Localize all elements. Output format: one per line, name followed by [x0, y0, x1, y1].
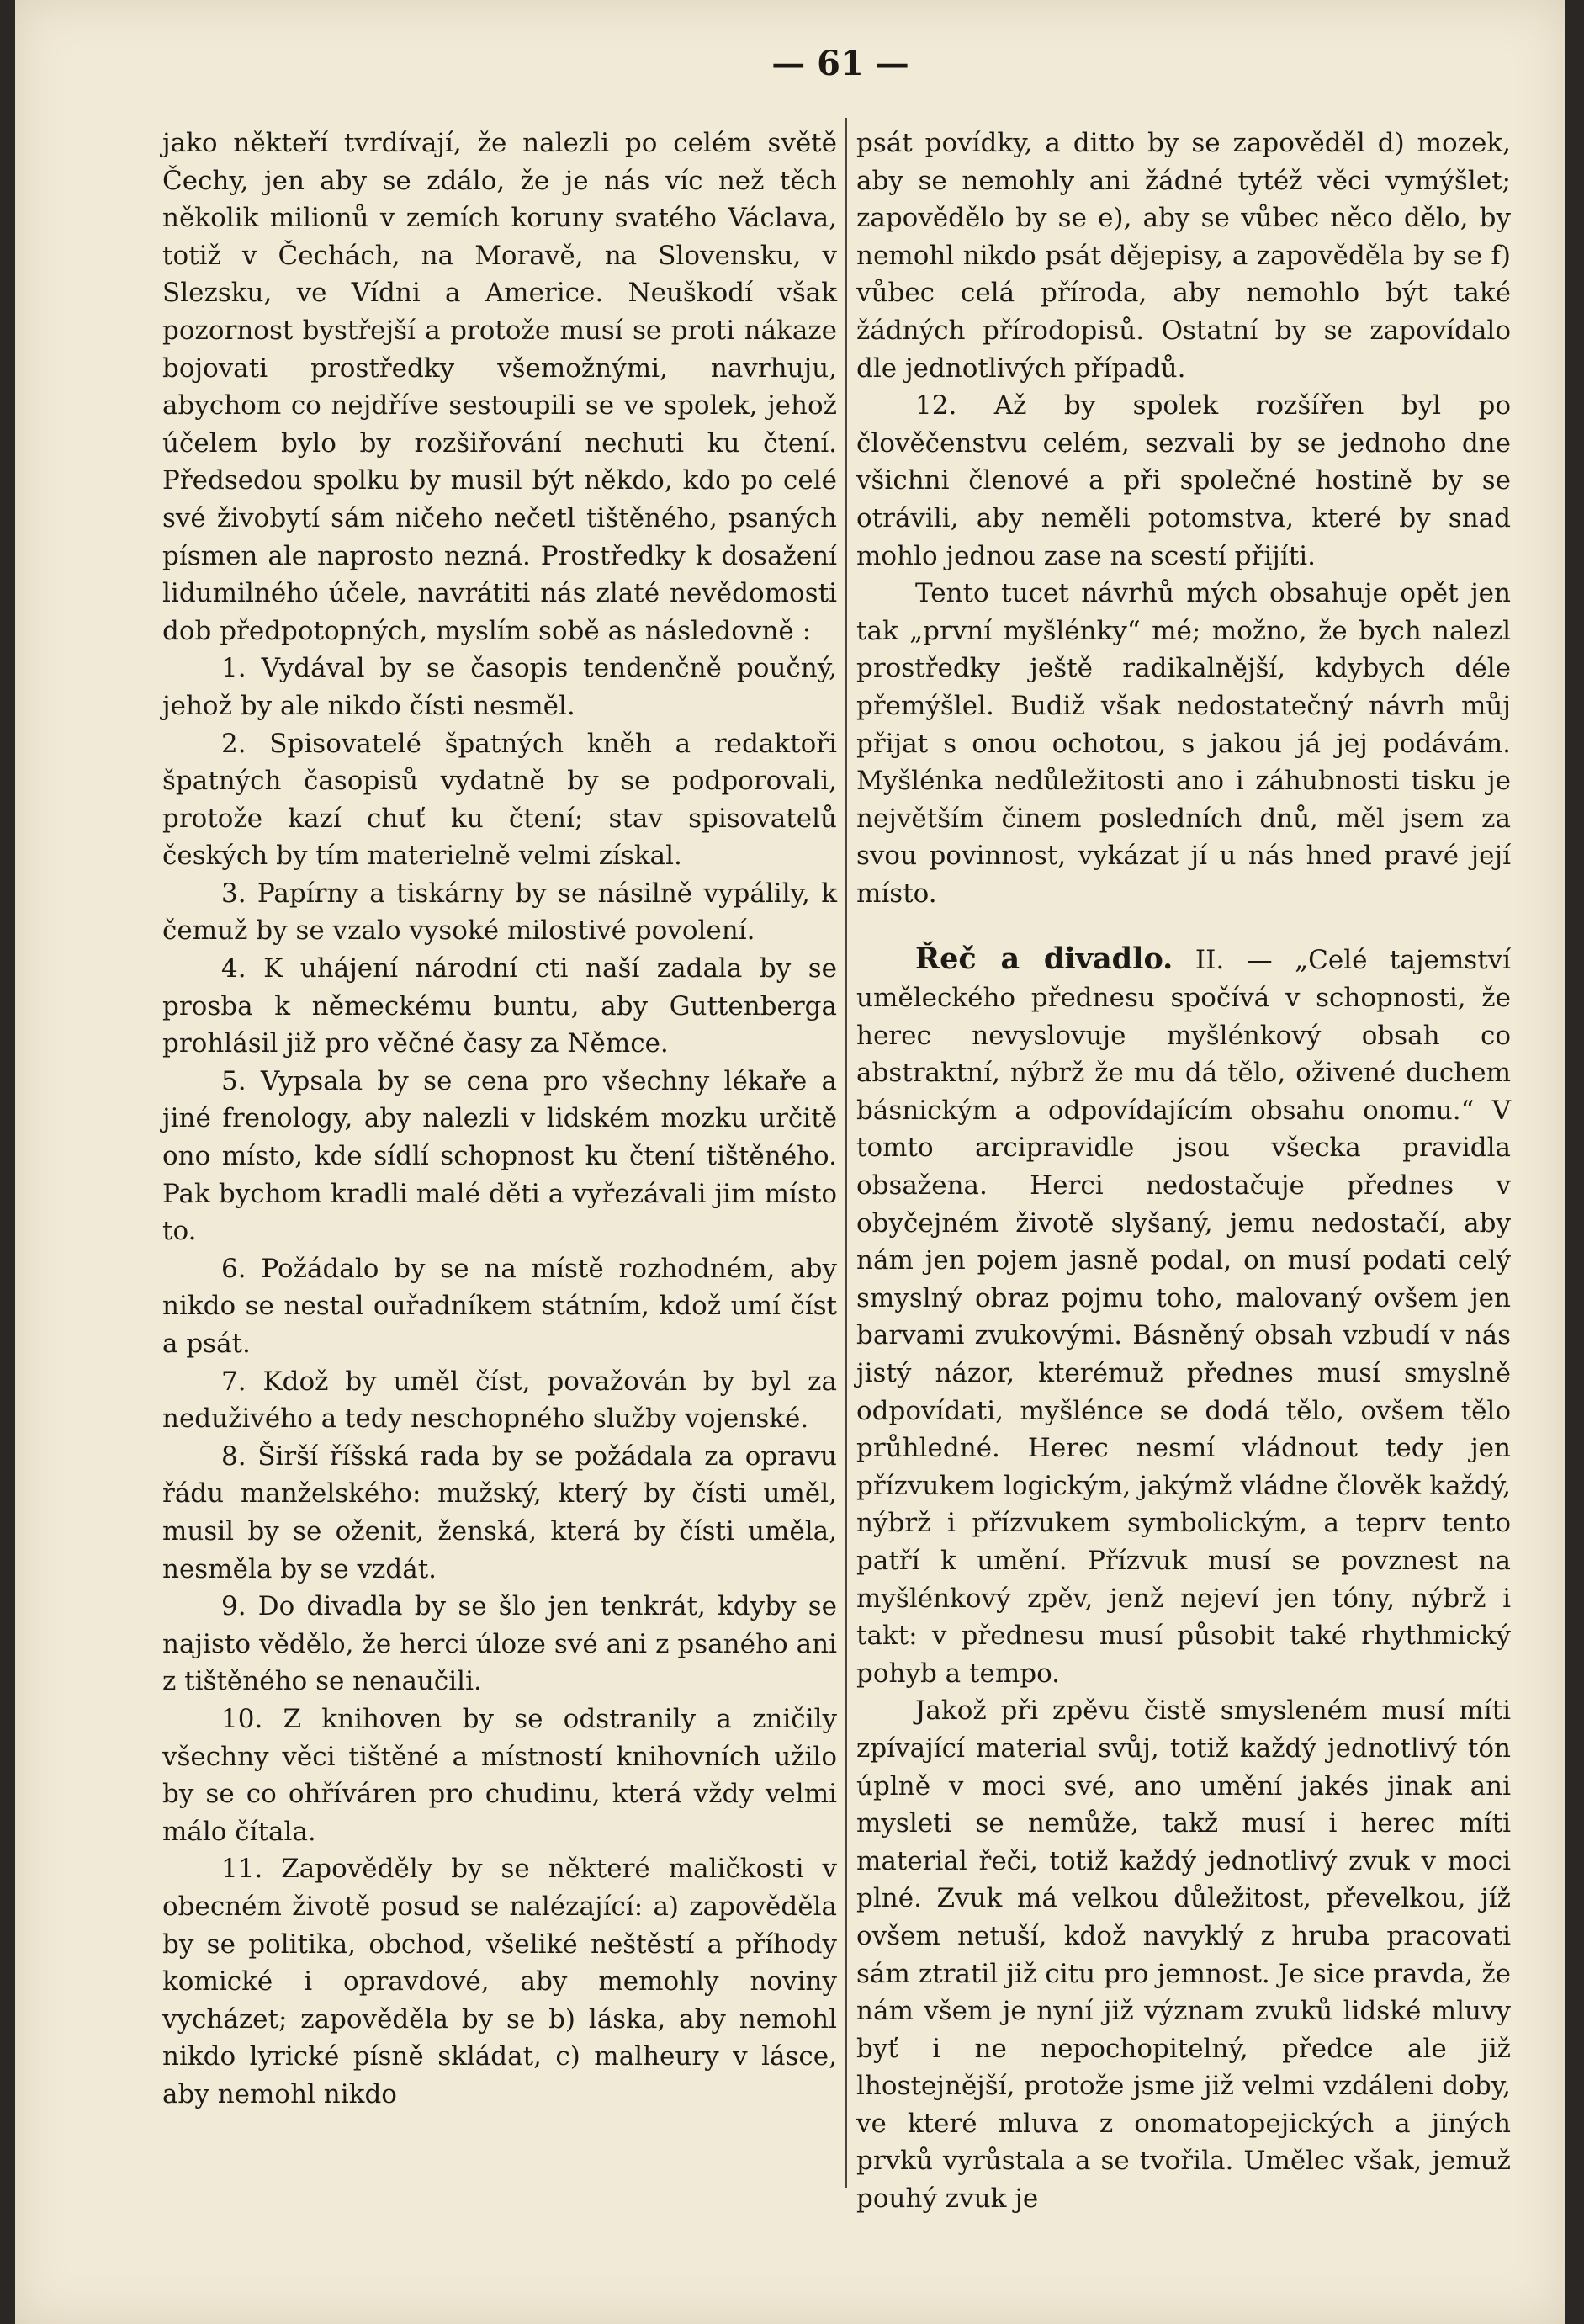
left-paragraph: 10. Z knihoven by se odstranily a zničily všechny věci tištěné a místností knihovních užilo by se co ohříváren pro chudinu, která vždy velmi málo čítala.: [162, 1703, 837, 1847]
right-column: [856, 125, 1511, 2218]
section-numeral: II.: [1195, 945, 1225, 976]
section-paragraph-0: [856, 941, 1511, 1692]
section-paragraph-1: Jakož při zpěvu čistě smysleném musí míti zpívající material svůj, totiž každý jednotlivý tón úplně v moci své, ano umění jakés jinak ani mysleti se nemůže, takž musí i herec míti material řeči, totiž každý jednotlivý zvuk v moci plné. Zvuk má velkou důležitost, převelkou, jíž ovšem netuší, kdož navyklý z hruba pracovati sám ztratil již citu pro jemnost. Je sice pravda, že nám všem je nyní již význam zvuků lidské mluvy byť i ne nepochopitelný, předce ale již lhostejnější, protože jsme již velmi vzdáleni doby, ve které mluva z onomatopejických a jiných prvků vyrůstala a se tvořila. Umělec však, jemuž pouhý zvuk je: [856, 1695, 1511, 2215]
right-paragraph: Tento tucet návrhů mých obsahuje opět jen tak „první myšlénky“ mé; možno, že bych nalezl prostředky ještě radikalnější, kdybych déle přemýšlel. Budiž však nedostatečný návrh můj přijat s onou ochotou, s jakou já jej podávám. Myšlénka nedůležitosti ano i záhubnosti tisku je největším činem posledních dnů, měl jsem za svou povinnost, vykázat jí u nás hned pravé její místo.: [856, 578, 1511, 909]
left-paragraph: jako někteří tvrdívají, že nalezli po celém světě Čechy, jen aby se zdálo, že je nás víc než těch několik milionů v zemích koruny svatého Václava, totiž v Čechách, na Moravě, na Slovensku, v Slezsku, ve Vídni a Americe. Neuškodí však pozornost bystřejší a protože musí se proti nákaze bojovati prostředky všemožnými, navrhuju, abychom co nejdříve sestoupili se ve spolek, jehož účelem bylo by rozšiřování nechuti ku čtení. Předsedou spolku by musil být někdo, kdo po celé své živobytí sám ničeho nečetl tištěného, psaných písmen ale naprosto nezná. Prostředky k dosažení lidumilného účele, navrátiti nás zlaté nevědomosti dob předpotopných, myslím sobě as následovně :: [162, 128, 837, 646]
left-paragraph: 8. Širší říšská rada by se požádala za opravu řádu manželského: mužský, který by čísti uměl, musil by se oženit, ženská, která by čísti uměla, nesměla by se vzdát.: [162, 1441, 837, 1584]
left-paragraph: 6. Požádalo by se na místě rozhodném, aby nikdo se nestal ouřadníkem státním, kdož umí číst a psát.: [162, 1253, 837, 1359]
left-paragraph: 3. Papírny a tiskárny by se násilně vypálily, k čemuž by se vzalo vysoké milostivé povolení.: [162, 878, 837, 947]
section-paragraph-text-0: — „Celé tajemství uměleckého přednesu spočívá v schopnosti, že herec nevyslovuje myšlénkový obsah co abstraktní, nýbrž že mu dá tělo, oživené duchem básnickým a odpovídajícím obsahu onomu.“ V tomto arcipravidle jsou všecka pravidla obsažena. Herci nedostačuje přednes v obyčejném životě slyšaný, jemu nedostačí, aby nám jen pojem jasně podal, on musí podati celý smyslný obraz pojmu toho, malovaný ovšem jen barvami zvukovými. Básněný obsah vzbudí v nás jistý názor, kterémuž přednes musí smyslně odpovídati, myšlénce se dodá tělo, ovšem tělo průhledné. Herec nesmí vládnout tedy jen přízvukem logickým, jakýmž vládne člověk každý, nýbrž i přízvukem symbolickým, a teprv tento patří k umění. Přízvuk musí se povznest na myšlénkový zpěv, jenž nejeví jen tóny, nýbrž i takt: v přednesu musí působit také rhythmický pohyb a tempo.: [856, 945, 1512, 1689]
left-paragraph: 2. Spisovatelé špatných kněh a redaktoři špatných časopisů vydatně by se podporovali, protože kazí chuť ku čtení; stav spisovatelů českých by tím materielně velmi získal.: [162, 728, 837, 872]
right-paragraph: 12. Až by spolek rozšířen byl po člověčenstvu celém, sezvali by se jednoho dne všichni členové a při společné hostině by se otrávili, aby neměli potomstva, které by snad mohlo jednou zase na scestí přijíti.: [856, 390, 1511, 571]
column-divider: [845, 118, 847, 2188]
left-paragraph: 9. Do divadla by se šlo jen tenkrát, kdyby se najisto vědělo, že herci úloze své ani z psaného ani z tištěného se nenaučili.: [162, 1591, 837, 1697]
left-paragraph: 4. K uhájení národní cti naší zadala by se prosba k německému buntu, aby Guttenberga prohlásil již pro věčné časy za Němce.: [162, 953, 837, 1059]
left-paragraph: 11. Zapověděly by se některé maličkosti v obecném životě posud se nalézající: a) zapověděla by se politika, obchod, všeliké neštěstí a příhody komické i opravdové, aby memohly noviny vycházet; zapověděla by se b) láska, aby nemohl nikdo lyrické písně skládat, c) malheury v lásce, aby nemohl nikdo: [162, 1854, 837, 2109]
left-paragraph: 1. Vydával by se časopis tendenčně poučný, jehož by ale nikdo čísti nesměl.: [162, 653, 837, 721]
left-paragraph: 5. Vypsala by se cena pro všechny lékaře a jiné frenology, aby nalezli v lidském mozku určitě ono místo, kde sídlí schopnost ku čtení tištěného. Pak bychom kradli malé děti a vyřezávali jim místo to.: [162, 1065, 837, 1247]
right-paragraph: psát povídky, a ditto by se zapověděl d) mozek, aby se nemohly ani žádné tytéž věci vymýšlet; zapovědělo by se e), aby se vůbec něco dělo, by nemohl nikdo psát dějepisy, a zapověděla by se f) vůbec celá příroda, aby nemohlo být také žádných přírodopisů. Ostatní by se zapovídalo dle jednotlivých případů.: [856, 128, 1511, 384]
book-page: [15, 0, 1565, 2324]
page-number: — 61 —: [771, 44, 909, 83]
section-heading: Řeč a divadlo.: [915, 942, 1173, 977]
left-column: [162, 125, 837, 2113]
left-paragraph: 7. Kdož by uměl číst, považován by byl za neduživého a tedy neschopného služby vojenské.: [162, 1366, 837, 1435]
